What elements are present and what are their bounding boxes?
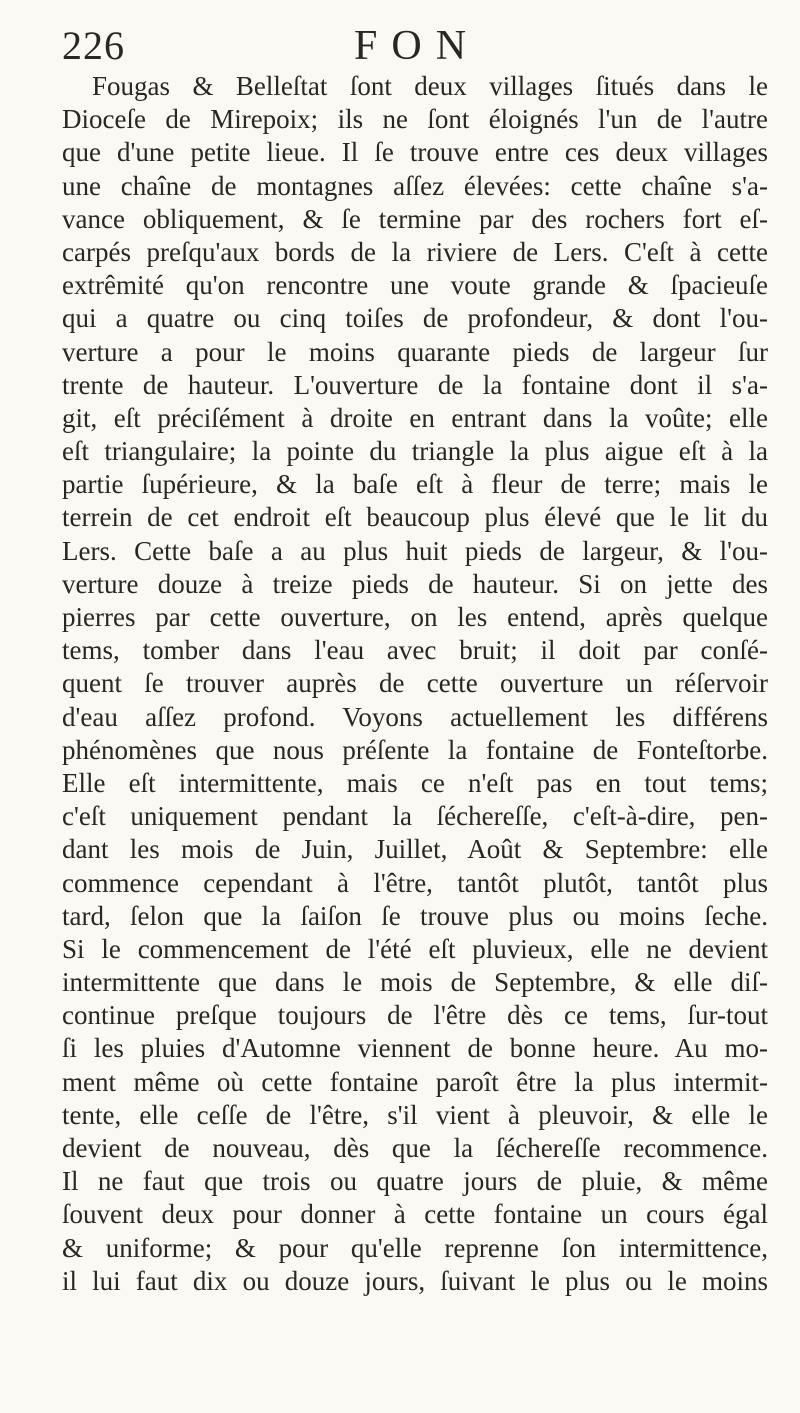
text-line: extrêmité qu'on rencontre une voute grande & ſpacieuſe bbox=[62, 270, 768, 301]
text-line: Elle eſt intermittente, mais ce n'eſt pas en tout tems; bbox=[62, 767, 768, 798]
text-line: git, eſt préciſément à droite en entrant dans la voûte; elle bbox=[62, 402, 768, 433]
text-line: il lui faut dix ou douze jours, ſuivant le plus ou le moins bbox=[62, 1265, 768, 1296]
text-line: trente de hauteur. L'ouverture de la fontaine dont il s'a- bbox=[62, 369, 768, 400]
text-line: devient de nouveau, dès que la ſéchereſſe recommence. bbox=[62, 1133, 768, 1163]
text-line: eſt triangulaire; la pointe du triangle la plus aigue eſt à la bbox=[62, 436, 768, 467]
text-line: tems, tomber dans l'eau avec bruit; il doit par conſé- bbox=[62, 635, 768, 666]
text-line: ſi les pluies d'Automne viennent de bonne heure. Au mo- bbox=[62, 1033, 768, 1064]
text-line: terrein de cet endroit eſt beaucoup plus élevé que le lit du bbox=[62, 502, 768, 533]
text-line: c'eſt uniquement pendant la ſéchereſſe, c'eſt-à-dire, pen- bbox=[62, 801, 768, 832]
text-line: Dioceſe de Mirepoix; ils ne ſont éloignés l'un de l'autre bbox=[62, 104, 768, 135]
text-line: & uniforme; & pour qu'elle reprenne ſon intermittence, bbox=[62, 1232, 768, 1263]
body-text bbox=[62, 70, 768, 1298]
text-line: tard, ſelon que la ſaiſon ſe trouve plus ou moins ſeche. bbox=[62, 900, 768, 931]
text-line: verture a pour le moins quarante pieds de largeur ſur bbox=[62, 336, 768, 367]
text-line: ment même où cette fontaine paroît être la plus intermit- bbox=[62, 1066, 768, 1097]
text-line: phénomènes que nous préſente la fontaine de Fonteſtorbe. bbox=[62, 734, 768, 765]
text-line: Fougas & Belleſtat ſont deux villages ſitués dans le bbox=[92, 71, 768, 101]
text-line: que d'une petite lieue. Il ſe trouve entre ces deux villages bbox=[62, 137, 768, 168]
text-line: verture douze à treize pieds de hauteur. Si on jette des bbox=[62, 568, 768, 599]
text-line: vance obliquement, & ſe termine par des rochers fort eſ- bbox=[62, 203, 768, 234]
text-line: commence cependant à l'être, tantôt plutôt, tantôt plus bbox=[62, 867, 768, 898]
text-line: une chaîne de montagnes aſſez élevées: cette chaîne s'a- bbox=[62, 170, 768, 201]
text-line: quent ſe trouver auprès de cette ouverture un réſervoir bbox=[62, 668, 768, 699]
text-line: continue preſque toujours de l'être dès ce tems, ſur-tout bbox=[62, 1000, 768, 1031]
text-line: Il ne faut que trois ou quatre jours de pluie, & même bbox=[62, 1166, 768, 1197]
text-line: Lers. Cette baſe a au plus huit pieds de largeur, & l'ou- bbox=[62, 535, 768, 566]
page-header bbox=[62, 18, 768, 78]
text-line: dant les mois de Juin, Juillet, Août & Septembre: elle bbox=[62, 834, 768, 865]
text-line: ſouvent deux pour donner à cette fontaine un cours égal bbox=[62, 1199, 768, 1230]
text-line: carpés preſqu'aux bords de la riviere de Lers. C'eſt à cette bbox=[62, 236, 768, 267]
text-line: partie ſupérieure, & la baſe eſt à fleur de terre; mais le bbox=[62, 469, 768, 500]
text-line: pierres par cette ouverture, on les entend, après quelque bbox=[62, 602, 768, 632]
page-number: 226 bbox=[62, 23, 125, 68]
text-line: intermittente que dans le mois de Septembre, & elle diſ- bbox=[62, 967, 768, 998]
text-line: Si le commencement de l'été eſt pluvieux, elle ne devient bbox=[62, 933, 768, 964]
text-line: d'eau aſſez profond. Voyons actuellement les différens bbox=[62, 701, 768, 732]
running-head: FON bbox=[354, 23, 481, 69]
text-line: tente, elle ceſſe de l'être, s'il vient à pleuvoir, & elle le bbox=[62, 1099, 768, 1130]
text-line: qui a quatre ou cinq toiſes de profondeur, & dont l'ou- bbox=[62, 303, 768, 334]
